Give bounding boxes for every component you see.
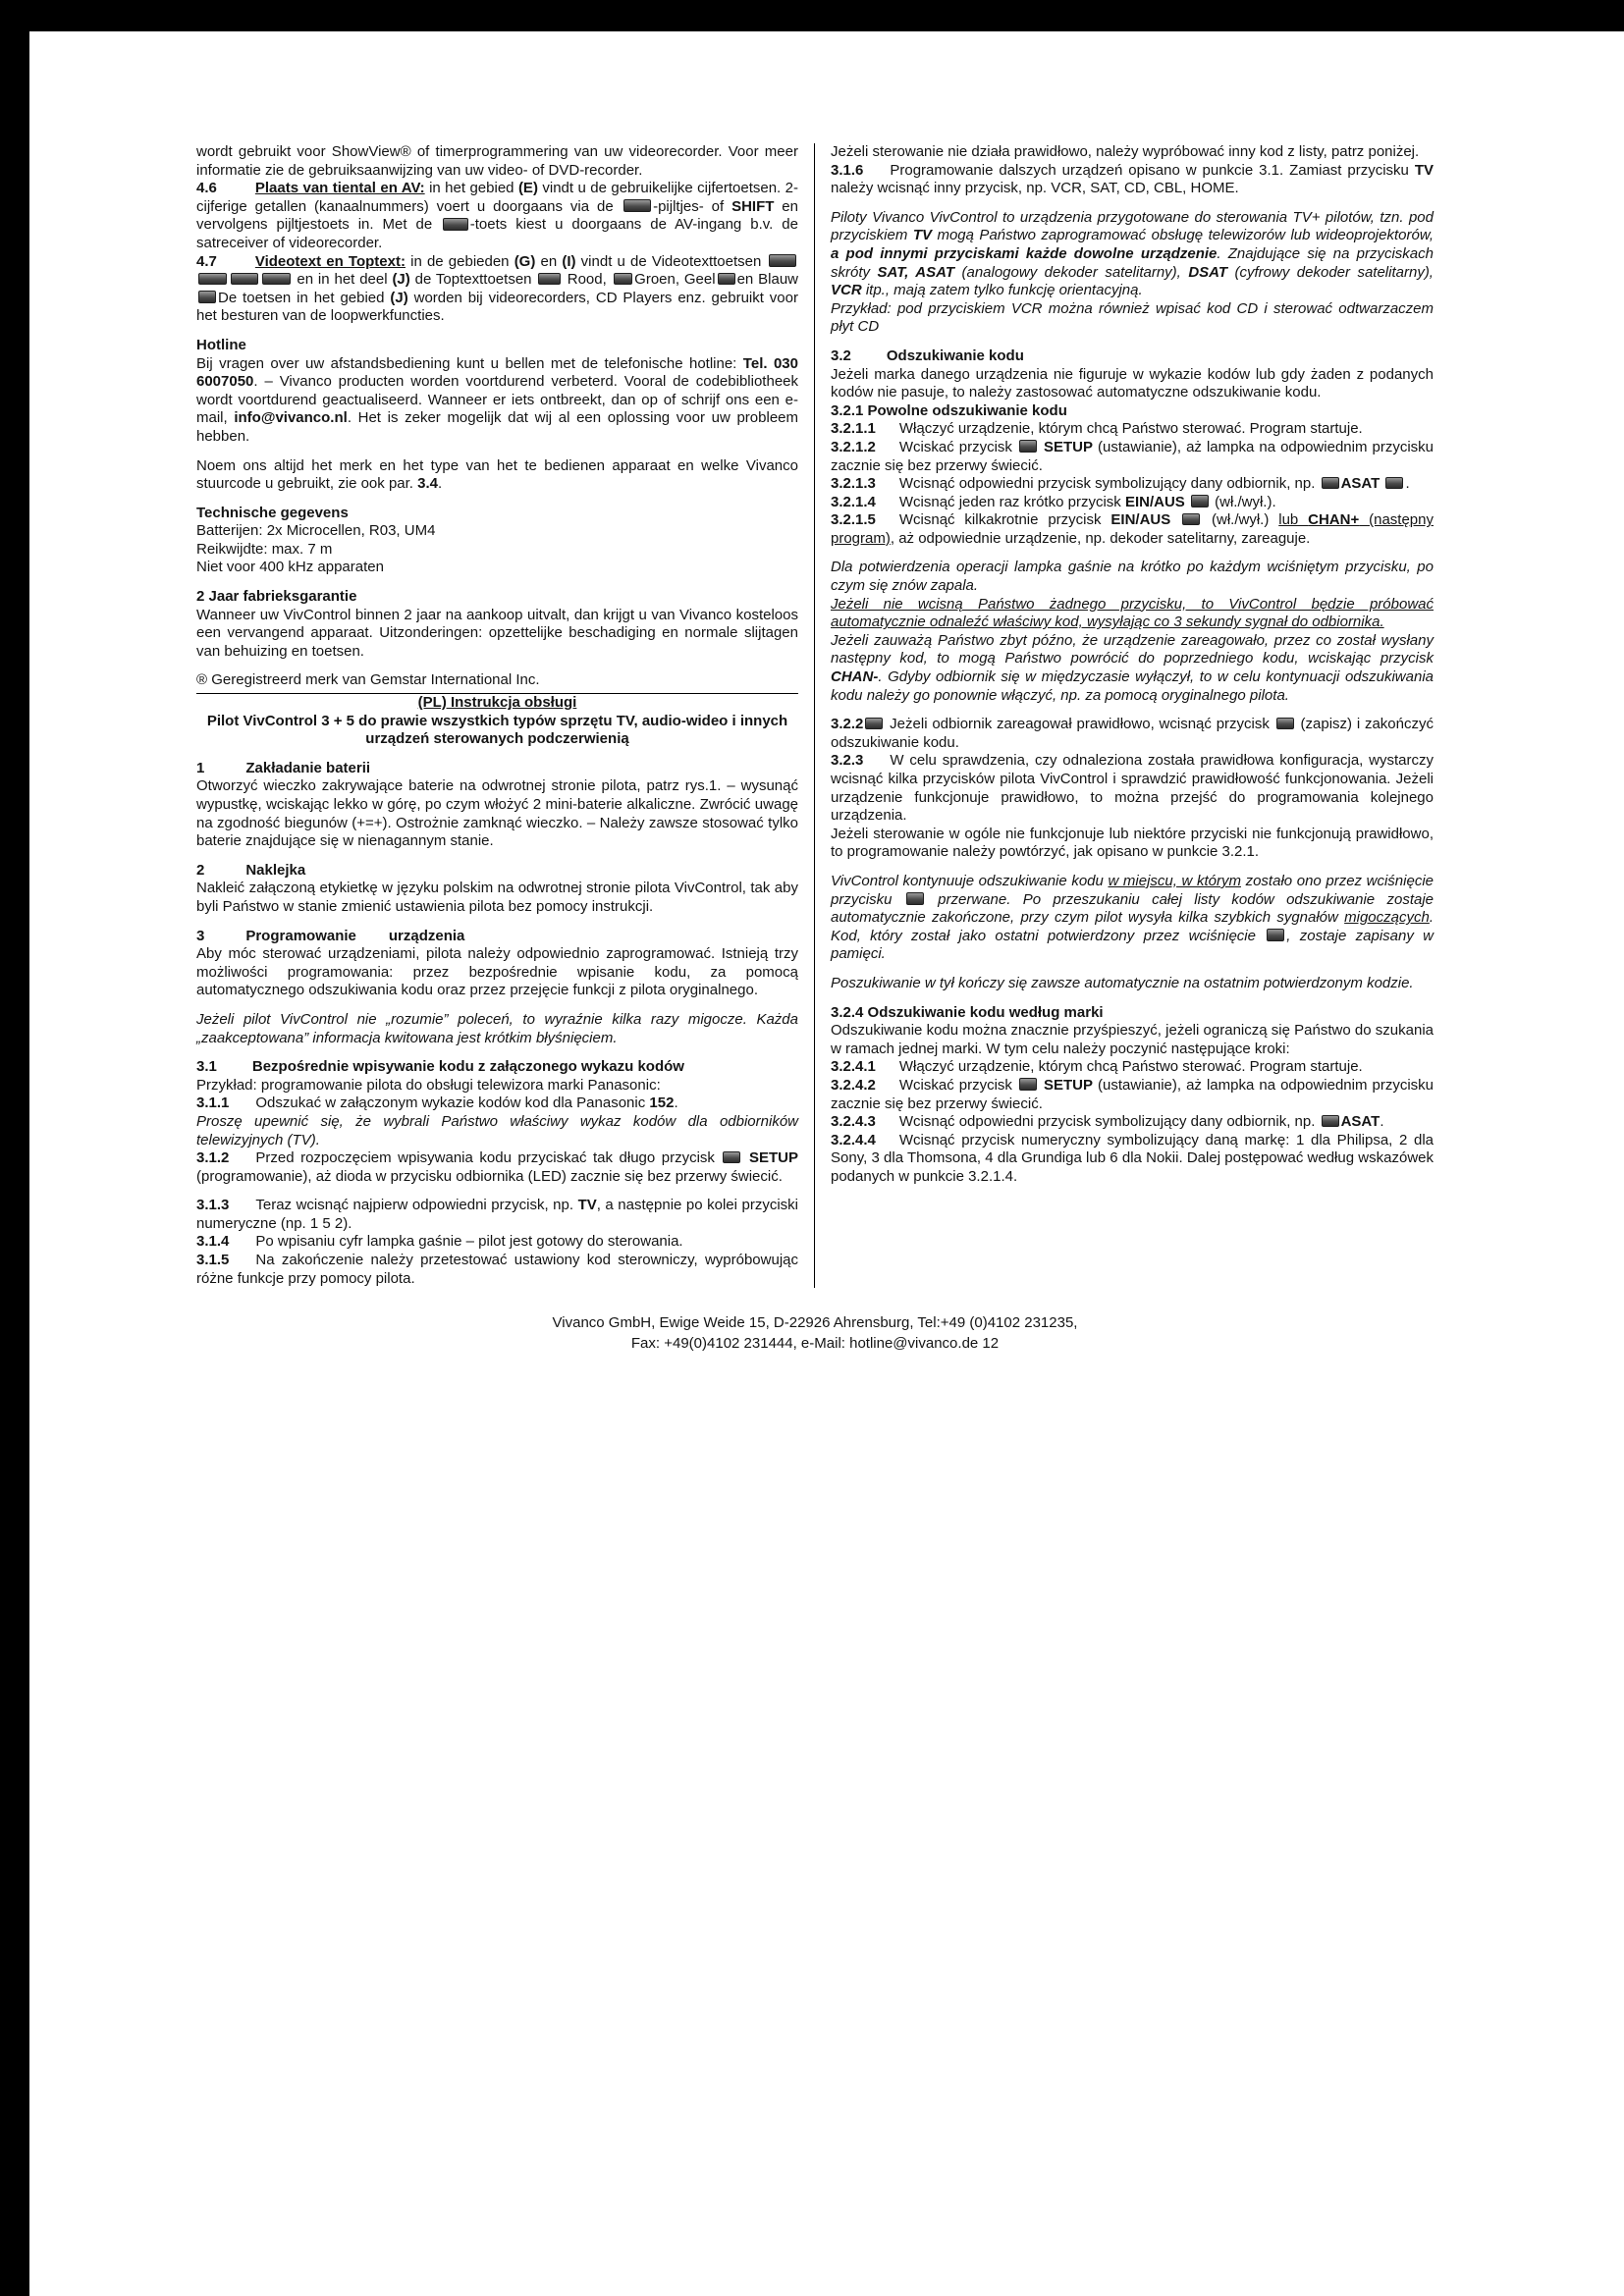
text-run: (I) [562,252,576,270]
text-run: Przed rozpoczęciem wpisywania kodu przyciskać tak długo przycisk [255,1149,722,1167]
text-run: vindt u de gebruikelijke cijfertoetsen. 2-cijferige getallen (kanaalnummers) voert u doorgaans via de [196,180,798,215]
text-run: 3.2.4.3 [831,1113,876,1131]
text-run: itp., mają zatem tylko funkcję orientacyjną. [861,282,1143,299]
text-run: lub [1278,511,1309,529]
warranty-heading [196,588,798,607]
text-run: Włączyć urządzenie, którym chcą Państwo sterować. Program startuje. [898,420,1363,438]
text-run: 3.2.1.2 [831,438,876,455]
text-run: Bezpośrednie wpisywanie kodu z załączonego wykazu kodów [251,1058,684,1076]
right-column [815,143,1434,1288]
text-run: Zakładanie baterii [245,759,371,776]
videotext-button-icon [262,273,291,286]
step-3-2-4-2 [831,1077,1434,1113]
spacer [196,494,798,505]
text-run: 3.2.4.2 [831,1076,876,1094]
text-run: 3.2.2 [831,716,864,733]
spacer [196,577,798,588]
text-run: Plaats van tiental en AV: [254,180,425,197]
asat-button-icon [1322,1115,1339,1128]
text-run: . – Vivanco producten worden voortdurend verbeterd. Vooral de codebibliotheek wordt voortdurend geactualiseerd. Wanneer er iets ontbreekt, dan op of schrijf ons een e-mail, [196,373,798,427]
text-run: 3.2.1.4 [831,493,876,510]
spacer [196,749,798,760]
text-run: en Blauw [736,271,798,289]
step-3-2-1-4 [831,494,1434,512]
text-run: 4.7 [196,252,217,270]
paragraph-repeat-programming: Jeżeli sterowanie w ogóle nie funkcjonuje lub niektóre przyciski nie funkcjonują prawidłowo, to programowanie należy powtórzyć, jak opisano w punkcie 3.2.1. [831,825,1434,861]
paragraph-noem-ons [196,457,798,494]
text-run: (następny program) [831,511,1434,547]
text-run: migoczących [1344,909,1430,927]
section-2-heading [196,862,798,881]
spacer [831,862,1434,873]
text-run [1185,494,1189,510]
spacer [831,337,1434,347]
text-run: 4.6 [196,180,217,197]
section-4-7 [196,253,798,326]
text-run: 3.2 [831,347,851,364]
text-run: Programowanie [245,927,356,944]
save-button-icon [906,892,924,905]
section-1-body: Otworzyć wieczko zakrywające baterie na odwrotnej stronie pilota, patrz rys.1. – wysunąć wypustkę, wciskając lekko w górę, po czym włożyć 2 mini-baterie alkaliczne. Zwrócić uwagę na zgodność biegunów (+=+). Ostrożnie zamknąć wieczko. – Należy zawsze stosować tylko baterie znajdujące się w nienagannym stanie. [196,777,798,850]
text-run: (programowanie), aż dioda w przycisku odbiornika (LED) zacznie się bez przerwy świecić. [196,1167,783,1185]
text-run: zostało ono przez wciśnięcie przycisku [831,872,1434,908]
save-button-icon [1267,929,1284,941]
text-run: DSAT [1188,263,1228,281]
section-3-2-1-heading [831,402,1434,421]
text-run: (J) [392,271,410,289]
videotext-button-icon [769,254,797,267]
text-run: 3.2.1.1 [831,420,876,438]
step-3-1-5 [196,1252,798,1288]
text-run: Piloty Vivanco VivControl to urządzenia przygotowane do sterowania TV+ pilotów, tzn. pod przyciskiem [831,208,1434,244]
text-run: . Het is zeker mogelijk dat wij al een oplossing voor uw probleem hebben. [196,409,798,445]
spacer [196,661,798,671]
warranty-paragraph: Wanneer uw VivControl binnen 2 jaar na aankoop uitvalt, dan krijgt u van Vivanco kosteloos een vervangend apparaat. Uitzonderingen: opzettelijke beschadiging en normale slijtagen van behuizing en toetsen. [196,606,798,660]
step-3-2-3 [831,752,1434,825]
text-run: urządzenia [388,927,465,944]
text-run: (wł./wył.) [1202,511,1279,529]
section-3-1-heading [196,1058,798,1077]
text-run: Wciskać przycisk [898,438,1017,455]
asat-button-icon [1385,477,1403,490]
videotext-button-icon [198,273,227,286]
text-run: SETUP [1043,438,1093,455]
text-run: Groen, Geel [634,271,716,289]
text-run: (ustawianie), aż lampka na odpowiednim przycisku zacznie się bez przerwy świecić. [831,438,1434,474]
text-run: Programowanie dalszych urządzeń opisano w punkcie 3.1. Zamiast przycisku [890,161,1415,179]
section-4-6 [196,180,798,252]
section-3-body: Aby móc sterować urządzeniami, pilota należy odpowiednio zaprogramować. Istnieją trzy możliwości programowania: przez bezpośrednie wpisanie kodu, za pomocą automatycznego odszukiwania kodu oraz przez przejęcie funkcji z pilota oryginalnego. [196,945,798,999]
text-run: CHAN- [831,668,879,686]
text-run: 3.1 [196,1058,217,1076]
tech-range: Reikwijdte: max. 7 m [196,540,333,558]
asat-button-icon [1322,477,1339,490]
setup-button-icon [723,1151,740,1164]
text-run: Naklejka [245,861,306,879]
text-run: De toetsen in het gebied [218,289,391,306]
text-run: Videotext en Toptext: [254,252,406,270]
section-1-heading [196,760,798,778]
text-run: (wł./wył.). [1210,493,1276,510]
text-run: Rood, [562,271,612,289]
text-run: SETUP [1043,1076,1093,1094]
text-run: Jeżeli odbiornik zareagował prawidłowo, wcisnąć przycisk [885,716,1274,733]
text-run: (cyfrowy dekoder satelitarny), [1227,263,1434,281]
paragraph-wrong-code: Jeżeli sterowanie nie działa prawidłowo, należy wypróbować inny kod z listy, patrz poniżej. [831,143,1420,160]
page-footer [196,1313,1434,1354]
text-run: . Znajdujące się na przyciskach skróty [831,244,1434,281]
text-run: -pijltjes- of [653,197,732,215]
text-run: ASAT [1340,1113,1380,1131]
pl-title [196,694,798,713]
text-run: vindt u de Videotexttoetsen [575,252,767,270]
text-run: mogą Państwo zaprogramować obsługę telewizorów lub wideoprojektorów, [931,227,1434,244]
step-3-1-1 [196,1095,798,1113]
left-column [196,143,815,1288]
text-run: Wcisnąć odpowiedni przycisk symbolizujący dany odbiornik, np. [898,1113,1320,1131]
spacer [196,1000,798,1011]
section-3-2-intro: Jeżeli marka danego urządzenia nie figuruje w wykazie kodów lub gdy żaden z podanych kodów nie pasuje, to należy zastosować automatyczne odszukiwanie kodu. [831,365,1434,401]
spacer [196,447,798,457]
text-run: , aż odpowiednie urządzenie, np. dekoder satelitarny, zareaguje. [890,529,1311,547]
text-run: SHIFT [731,197,775,215]
text-run: W celu sprawdzenia, czy odnaleziona została prawidłowa konfiguracja, wystarczy wcisnąć kilka przycisków pilota VivControl i sprawdzić prawidłowość funkcjonowania. Jeżeli urządzenie funkcjonuje prawidłowo, to można przejść do programowania kolejnego urządzenia. [831,752,1434,825]
paragraph-showview: wordt gebruikt voor ShowView® of timerprogrammering van uw videorecorder. Voor meer informatie zie de gebruiksaanwijzing van uw video- of DVD-recorder. [196,143,798,179]
text-run: en [535,252,563,270]
note-flash [196,1011,798,1047]
text-run: 3.1.6 [831,161,864,179]
text-run: TV [577,1197,597,1214]
hotline-paragraph [196,355,798,447]
tech-frequency: Niet voor 400 kHz apparaten [196,559,384,576]
text-run: Odszukiwanie kodu [886,347,1024,364]
pl-subtitle [196,713,798,749]
step-3-2-1-3 [831,475,1434,494]
text-run: Bij vragen over uw afstandsbediening kunt u bellen met de telefonische hotline: [196,354,743,372]
text-run: 3.1.4 [196,1233,230,1251]
text-run: Wcisnąć kilkakrotnie przycisk [898,511,1111,529]
note-backward-search [831,975,1434,993]
text-run: Włączyć urządzenie, którym chcą Państwo sterować. Program startuje. [898,1058,1363,1076]
scan-border-left [0,0,29,2296]
power-button-icon [1182,513,1200,526]
text-run: Poszukiwanie w tył kończy się zawsze automatycznie na ostatnim potwierdzonym kodzie. [831,974,1414,991]
text-run: 3.2.4 Odszukiwanie kodu według marki [831,1003,1104,1021]
spacer [196,851,798,862]
text-run [1170,511,1180,528]
arrow-keys-button-icon [623,199,652,212]
av-button-icon [443,218,468,231]
step-3-2-1-1 [831,420,1434,439]
text-run: 3.1.2 [196,1149,230,1167]
note-chan-minus [831,632,1434,705]
section-2-body: Nakleić załączoną etykietkę w języku polskim na odwrotnej stronie pilota VivControl, tak aby byli Państwo w stanie zmienić ustawienia pilota bez pomocy instrukcji. [196,880,798,915]
step-3-2-1-2 [831,439,1434,475]
text-run: Wciskać przycisk [898,1076,1017,1094]
section-3-2-heading [831,347,1434,366]
text-run: info@vivanco.nl [234,409,348,427]
save-button-icon [865,718,883,730]
text-run: 3.1.5 [196,1252,230,1269]
text-run: Przykład: pod przyciskiem VCR można również wpisać kod CD i sterować odtwarzaczem płyt CD [831,299,1434,336]
text-run: CHAN+ [1308,511,1360,529]
text-run: Odszukać w załączonym wykazie kodów kod dla Panasonic [255,1095,650,1112]
tech-batteries: Batterijen: 2x Microcellen, R03, UM4 [196,522,436,540]
text-run: in het gebied [424,180,518,197]
step-3-1-6 [831,162,1434,198]
section-3-1-intro: Przykład: programowanie pilota do obsługi telewizora marki Panasonic: [196,1076,661,1094]
text-run: 3.4 [417,475,438,493]
hotline-heading [196,337,798,355]
videotext-button-icon [231,273,259,286]
spacer [196,1047,798,1058]
spacer [831,964,1434,975]
note-auto-search [831,596,1434,632]
spacer [196,917,798,928]
text-run: VivControl kontynuuje odszukiwanie kodu [831,872,1109,889]
text-run: 3.2.4.1 [831,1058,876,1076]
text-run: w miejscu, w którym [1108,872,1241,889]
toptext-button-icon [538,273,561,286]
note-vcr-example [831,300,1434,337]
text-run: 1 [196,759,205,776]
step-3-2-2 [831,716,1434,752]
text-run: . [1380,1113,1384,1131]
step-3-2-1-5 [831,511,1434,548]
text-run: ASAT [1340,475,1380,493]
text-run: Po wpisaniu cyfr lampka gaśnie – pilot jest gotowy do sterowania. [255,1233,683,1251]
text-run: 3.2.1.5 [831,511,876,529]
setup-button-icon [1019,440,1037,453]
text-run: worden bij videorecorders, CD Players enz. gebruikt voor het besturen van de loopwerkfuncties. [196,289,798,325]
spacer [831,993,1434,1004]
text-run: en vervolgens pijltjestoets in. Met de [196,197,798,234]
text-run: . Gdyby odbiornik się w międzyczasie wyłączył, to w celu kontynuacji odszukiwania kodu należy go ponownie włączyć, np. za pomocą oryginalnego pilota. [831,668,1434,704]
spacer [196,1186,798,1197]
text-run: . [438,475,443,493]
step-3-1-2 [196,1149,798,1186]
step-3-2-4-3 [831,1113,1434,1132]
text-run: TV [912,227,932,244]
text-run: Tel. 030 6007050 [196,354,798,391]
yellow-button-icon [718,273,735,286]
green-button-icon [614,273,633,286]
text-run: in de gebieden [405,252,514,270]
text-run: , zostaje zapisany w pamięci. [831,927,1435,963]
text-run: , a następnie po kolei przyciski numeryczne (np. 1 5 2). [196,1197,799,1232]
text-run: 152 [649,1095,675,1112]
text-run: 3.2.4.4 [831,1131,876,1148]
save-button-icon [1276,718,1294,730]
text-run [1380,475,1383,492]
two-column-layout [196,143,1434,1288]
text-run: TV [1414,161,1434,179]
note-continue-search [831,873,1434,964]
text-run: Dla potwierdzenia operacji lampka gaśnie na krótko po każdym wciśniętym przycisku, po czym się znów zapala. [831,559,1434,595]
tech-heading [196,505,798,523]
text-run: 3 [196,927,205,944]
blue-button-icon [198,291,216,303]
text-run: Wcisnąć przycisk numeryczny symbolizujący daną markę: 1 dla Philipsa, 2 dla Sony, 3 dla Thomsona, 4 dla Grundiga lub 6 dla Nokii. Dalej postępować według wskazówek podanych w punkcie 3.2.1.4. [831,1131,1434,1185]
text-run: EIN/AUS [1110,511,1171,529]
spacer [831,548,1434,559]
text-run: (E) [517,180,538,197]
text-run: 3.1.1 [196,1095,230,1112]
text-run: en in het deel [292,271,393,289]
text-run: 3.1.3 [196,1197,230,1214]
text-run: 2 [196,861,205,879]
text-run: Wcisnąć jeden raz krótko przycisk [898,493,1125,510]
text-run: (PL) Instrukcja obsługi [417,694,577,712]
text-run: EIN/AUS [1124,493,1185,510]
section-3-heading [196,928,798,946]
trademark-note: ® Geregistreerd merk van Gemstar International Inc. [196,671,540,689]
note-device-buttons [831,209,1434,300]
text-run: SAT, ASAT [877,263,955,281]
note-confirm-flash [831,559,1434,595]
section-3-2-4-heading [831,1004,1434,1023]
text-run: . Kod, który został jako ostatni potwierdzony przez wciśnięcie [831,909,1434,944]
text-run: (analogowy dekoder satelitarny), [954,263,1189,281]
text-run: (ustawianie), aż lampka na odpowiednim przycisku zacznie się bez przerwy świecić. [831,1076,1434,1112]
spacer [831,705,1434,716]
text-run: Na zakończenie należy przetestować ustawiony kod sterowniczy, wypróbowując różne funkcje przy pomocy pilota. [196,1252,798,1287]
text-run: de Toptexttoetsen [409,271,537,289]
step-3-2-4-4 [831,1132,1434,1187]
text-run: Teraz wcisnąć najpierw odpowiedni przycisk, np. [255,1197,578,1214]
note-tv-code-list [196,1113,798,1149]
step-3-2-4-1 [831,1058,1434,1077]
text-run: Proszę upewnić się, że wybrali Państwo właściwy wykaz kodów dla odbiorników telewizyjnych (TV). [196,1112,798,1148]
text-run: Pilot VivControl 3 + 5 do prawie wszystkich typów sprzętu TV, audio-wideo i innych urządzeń sterowanych podczerwienią [206,712,788,748]
spacer [831,198,1434,209]
text-run: 3.2.3 [831,752,864,770]
text-run: . [1405,475,1410,493]
setup-button-icon [1019,1078,1037,1091]
section-3-2-4-intro: Odszukiwanie kodu można znacznie przyśpieszyć, jeżeli ograniczą się Państwo do szukania w ramach jednej marki. W tym celu należy poczynić następujące kroki: [831,1022,1434,1057]
text-run: Wcisnąć odpowiedni przycisk symbolizujący dany odbiornik, np. [898,475,1320,493]
text-run: SETUP [748,1149,798,1167]
text-run: a pod innymi przyciskami każde dowolne urządzenie [831,244,1218,262]
scan-border-top [0,0,1624,31]
manual-page [196,143,1434,1354]
text-run: Hotline [196,336,246,353]
text-run: Noem ons altijd het merk en het type van het te bedienen apparaat en welke Vivanco stuurcode u gebruikt, zie ook par. [196,456,798,493]
footer-line-2: Fax: +49(0)4102 231444, e-Mail: hotline@vivanco.de 12 [630,1334,1000,1352]
text-run: należy wcisnąć inny przycisk, np. VCR, SAT, CD, CBL, HOME. [831,180,1239,197]
text-run: 3.2.1 Powolne odszukiwanie kodu [831,401,1067,419]
text-run: Jeżeli pilot VivControl nie „rozumie” poleceń, to wyraźnie kilka razy migocze. Każda „zaakceptowana” informacja kwitowana jest krótkim błyśnięciem. [196,1010,798,1046]
text-run: 2 Jaar fabrieksgarantie [196,588,357,606]
text-run: 3.2.1.3 [831,475,876,493]
text-run: przerwane. Po przeszukaniu całej listy kodów odszukiwanie zostaje automatycznie zakończone, przy czym pilot wysyła kilka szybkich sygnałów [831,890,1434,927]
text-run: (zapisz) i zakończyć odszukiwanie kodu. [831,716,1434,751]
text-run: . [674,1095,678,1112]
text-run: (J) [390,289,408,306]
step-3-1-4 [196,1233,798,1252]
spacer [196,326,798,337]
step-3-1-3 [196,1197,798,1233]
footer-line-1: Vivanco GmbH, Ewige Weide 15, D-22926 Ahrensburg, Tel:+49 (0)4102 231235, [552,1314,1078,1332]
text-run: -toets kiest u doorgaans de AV-ingang b.v. de satreceiver of videorecorder. [196,216,798,251]
text-run: Jeżeli zauważą Państwo zbyt późno, że urządzenie zareagowało, przez co został wysłany następny kod, to mogą Państwo powrócić do poprzedniego kodu, wciskając przycisk [831,631,1434,667]
power-button-icon [1191,495,1209,507]
text-run: (G) [514,252,536,270]
text-run: Jeżeli nie wcisną Państwo żadnego przycisku, to VivControl będzie próbować automatycznie odnaleźć właściwy kod, wysyłając co 3 sekundy sygnał do odbiornika. [831,595,1434,631]
text-run: Technische gegevens [196,504,349,521]
text-run: VCR [831,282,862,299]
